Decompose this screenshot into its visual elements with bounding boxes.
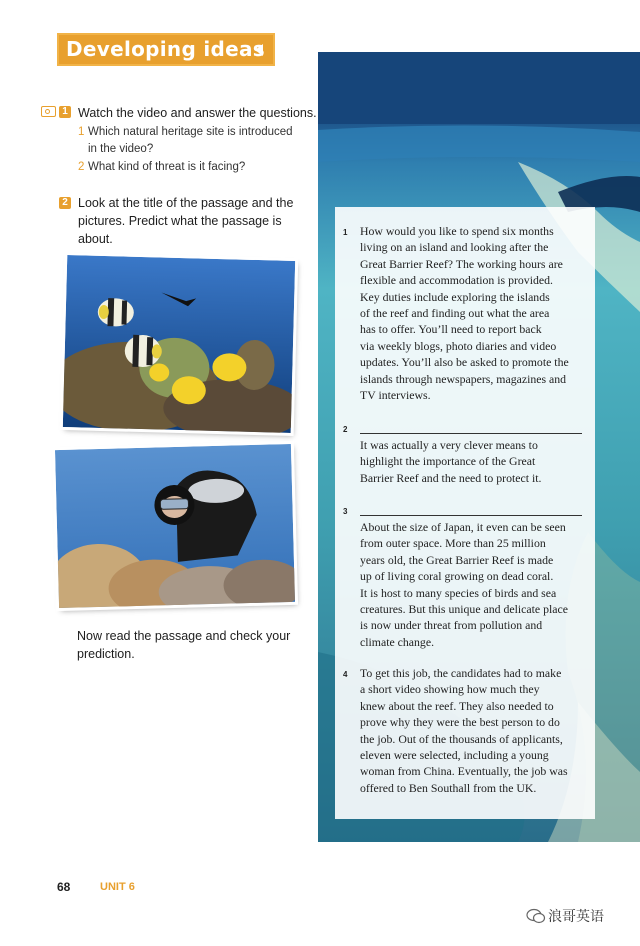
section-title: Developing ideas <box>66 37 265 61</box>
wechat-icon <box>526 908 546 924</box>
activity-2-line-3: about. <box>78 232 113 246</box>
paragraph-1-line: has to offer. You’ll need to report back <box>360 322 542 337</box>
paragraph-3-line: is now under threat from pollution and <box>360 618 543 633</box>
paragraph-1-number: 1 <box>343 228 348 237</box>
paragraph-1-line: Great Barrier Reef? The working hours are <box>360 256 563 271</box>
paragraph-3-number: 3 <box>343 507 348 516</box>
video-camera-icon <box>41 106 56 117</box>
question-1-text: Which natural heritage site is introduced <box>88 126 293 138</box>
after-photos-line-1: Now read the passage and check your <box>77 629 291 643</box>
paragraph-4-line: a short video showing how much they <box>360 682 540 697</box>
paragraph-2-number: 2 <box>343 425 348 434</box>
activity-2-line-1: Look at the title of the passage and the <box>78 196 294 210</box>
question-2-number: 2 <box>78 161 85 173</box>
heading-blank-line-2[interactable] <box>360 433 582 434</box>
paragraph-3 <box>360 519 590 650</box>
paragraph-3-line: climate change. <box>360 634 435 649</box>
activity-1-number: 1 <box>59 106 71 118</box>
paragraph-1-line: Key duties include exploring the islands <box>360 289 550 304</box>
question-2-text: What kind of threat is it facing? <box>88 161 246 173</box>
paragraph-3-line: About the size of Japan, it even can be seen <box>360 520 566 534</box>
paragraph-1-line: TV interviews. <box>360 388 431 403</box>
paragraph-1 <box>360 223 590 403</box>
paragraph-1-line: via weekly blogs, photo diaries and video <box>360 338 557 353</box>
activity-2-number: 2 <box>59 197 71 209</box>
page-number: 68 <box>57 880 71 894</box>
paragraph-3-line: from outer space. More than 25 million <box>360 536 546 551</box>
paragraph-4-line: offered to Ben Southall from the UK. <box>360 780 537 795</box>
paragraph-3-line: It is host to many species of birds and sea <box>360 585 557 600</box>
after-photos-line-2: prediction. <box>77 647 135 661</box>
paragraph-1-line: updates. You’ll also be asked to promote the <box>360 355 569 370</box>
paragraph-4-line: prove why they were the best person to do <box>360 715 560 730</box>
paragraph-4-number: 4 <box>343 670 348 679</box>
paragraph-3-line: up of living coral growing on dead coral. <box>360 569 554 584</box>
paragraph-2 <box>360 437 590 486</box>
unit-label: UNIT 6 <box>100 881 135 893</box>
paragraph-3-line: years old, the Great Barrier Reef is made <box>360 552 554 567</box>
question-1-continuation: in the video? <box>88 143 154 155</box>
paragraph-2-line: Barrier Reef and the need to protect it. <box>360 470 542 485</box>
paragraph-4-line: knew about the reef. They also needed to <box>360 698 554 713</box>
question-2 <box>78 159 245 176</box>
paragraph-1-line: flexible and accommodation is provided. <box>360 273 553 288</box>
question-1 <box>78 124 293 141</box>
paragraph-1-line: How would you like to spend six months <box>360 224 554 238</box>
paragraph-3-line: creatures. But this unique and delicate place <box>360 602 569 617</box>
photo-diver <box>55 444 295 608</box>
activity-1-instruction: Watch the video and answer the questions. <box>78 106 317 120</box>
paragraph-4-line: To get this job, the candidates had to make <box>360 666 562 680</box>
watermark <box>526 906 604 926</box>
paragraph-4 <box>360 665 590 796</box>
question-1-number: 1 <box>78 126 85 138</box>
paragraph-4-line: eleven were selected, including a young <box>360 748 549 763</box>
left-arrow-icon <box>255 44 263 56</box>
photo-reef-fish <box>63 255 295 433</box>
paragraph-4-line: the job. Out of the thousands of applicants, <box>360 731 563 746</box>
section-banner <box>57 33 275 66</box>
paragraph-1-line: living on an island and looking after the <box>360 240 549 255</box>
heading-blank-line-3[interactable] <box>360 515 582 516</box>
watermark-text: 浪哥英语 <box>548 908 604 924</box>
paragraph-1-line: islands through newspapers, magazines and <box>360 371 567 386</box>
paragraph-2-line: It was actually a very clever means to <box>360 438 538 452</box>
paragraph-4-line: woman from China. Eventually, the job was <box>360 764 568 779</box>
paragraph-1-line: of the reef and finding out what the area <box>360 306 550 321</box>
paragraph-2-line: highlight the importance of the Great <box>360 454 536 469</box>
activity-2-line-2: pictures. Predict what the passage is <box>78 214 282 228</box>
